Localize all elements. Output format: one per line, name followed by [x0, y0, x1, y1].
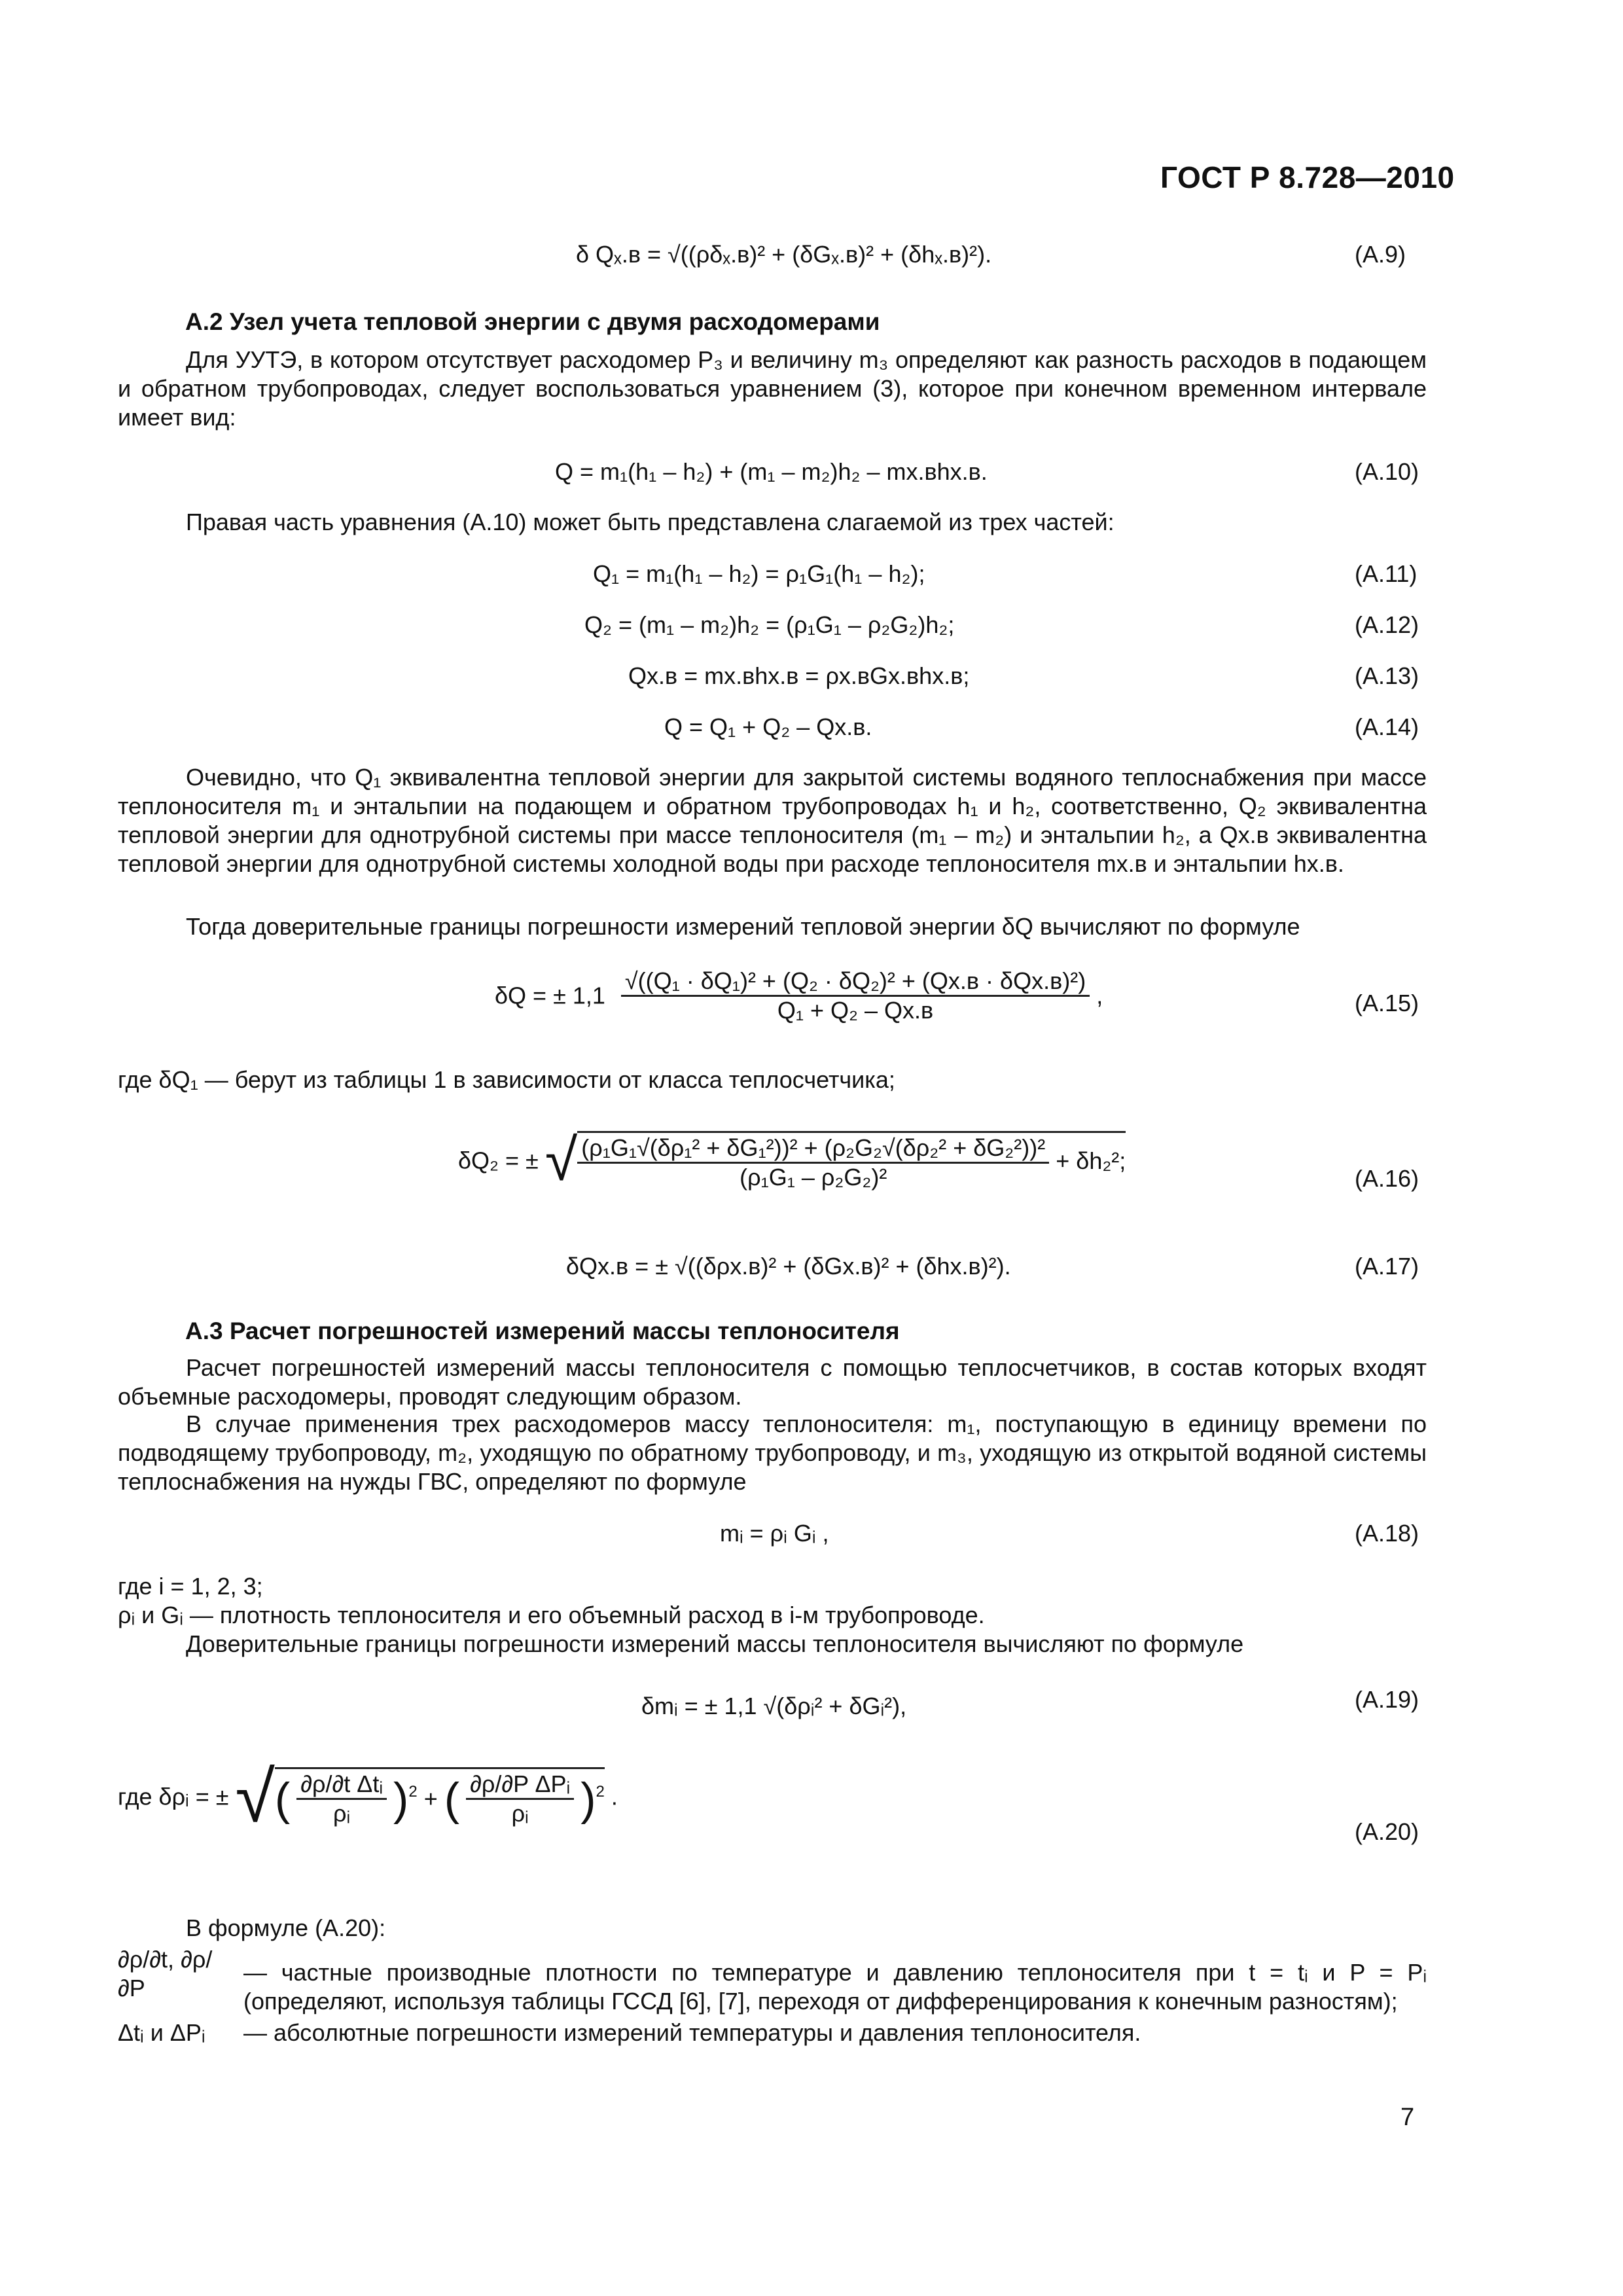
formula-a20-term2-denominator: ρᵢ — [511, 1799, 529, 1827]
formula-a14: Q = Q₁ + Q₂ – Qх.в. — [664, 713, 872, 740]
formula-a16-fraction — [577, 1134, 1049, 1191]
delta-symbols: Δtᵢ и ΔPᵢ — [118, 2019, 205, 2046]
section-title-a3: А.3 Расчет погрешностей измерений массы теплоносителя — [185, 1318, 900, 1344]
formula-number-a16: (А.16) — [1355, 1165, 1419, 1192]
formula-a16-left: δQ₂ = ± — [458, 1147, 539, 1174]
section-title-a2: А.2 Узел учета тепловой энергии с двумя расходомерами — [185, 308, 880, 335]
paragraph-9: ρᵢ и Gᵢ — плотность теплоносителя и его объемный расход в i-м трубопроводе. — [118, 1602, 985, 1628]
document-header: ГОСТ Р 8.728—2010 — [1160, 160, 1455, 194]
paragraph-13: — абсолютные погрешности измерений температуры и давления теплоносителя. — [243, 2019, 1141, 2046]
formula-number-a18: (А.18) — [1355, 1520, 1419, 1547]
formula-number-a19: (А.19) — [1355, 1686, 1419, 1713]
paragraph-2: Правая часть уравнения (А.10) может быть представлена слагаемой из трех частей: — [186, 509, 1115, 535]
formula-number-a9: (А.9) — [1355, 241, 1406, 268]
formula-a15: δQ = ± 1,1 $\frac{\text{√((Q₁ · δQ₁)² + (Q₂ · δQ₂)² + (Qх.в · δQх.в)²)}}{\text{Q₁ + Q₂ – Qх.в}}$ , — [495, 967, 1103, 1024]
paragraph-1: Для УУТЭ, в котором отсутствует расходомер Р₃ и величину m₃ определяют как разность расходов в подающем и обратном трубопроводах, следует воспользоваться уравнением (3), которое при конечном временном интервале имеет вид: — [118, 346, 1427, 431]
paragraph-5: где δQ₁ — берут из таблицы 1 в зависимости от класса теплосчетчика; — [118, 1066, 895, 1093]
formula-a19: δmᵢ = ± 1,1 √(δρᵢ² + δGᵢ²), — [641, 1693, 907, 1719]
formula-a9: δ Qₓ.в = √((ρδₓ.в)² + (δGₓ.в)² + (δhₓ.в)²). — [576, 241, 992, 268]
formula-a18: mᵢ = ρᵢ Gᵢ , — [720, 1520, 829, 1547]
formula-a16-tail: + δh₂²; — [1056, 1147, 1126, 1174]
paragraph-6: Расчет погрешностей измерений массы теплоносителя с помощью теплосчетчиков, в состав которых входят объемные расходомеры, проводят следующим образом. — [118, 1354, 1427, 1410]
formula-number-a10: (А.10) — [1355, 458, 1419, 485]
formula-a11: Q₁ = m₁(h₁ – h₂) = ρ₁G₁(h₁ – h₂); — [593, 560, 925, 587]
formula-number-a15: (А.15) — [1355, 990, 1419, 1016]
formula-number-a12: (А.12) — [1355, 611, 1419, 638]
formula-number-a14: (А.14) — [1355, 713, 1419, 740]
paragraph-4: Тогда доверительные границы погрешности измерений тепловой энергии δQ вычисляют по формуле — [186, 913, 1300, 940]
formula-a15-fraction — [621, 967, 1090, 1024]
paragraph-11: В формуле (А.20): — [186, 1914, 386, 1941]
formula-a17: δQх.в = ± √((δρх.в)² + (δGх.в)² + (δhх.в)²). — [566, 1253, 1011, 1280]
formula-a20-term1 — [296, 1770, 387, 1827]
derivative-symbols: ∂ρ/∂t, ∂ρ/∂P — [118, 1946, 213, 2001]
formula-number-a17: (А.17) — [1355, 1253, 1419, 1280]
formula-a20: где δρᵢ = ± √( $\frac{\text{∂ρ/∂t Δtᵢ}}{\text{ρᵢ}}$ )$^2$ + ( $\frac{\text{∂ρ/∂P ΔPᵢ}}{\text{ρᵢ}}$ )$^2$ . — [118, 1757, 618, 1837]
formula-a15-left: δQ = ± 1,1 — [495, 982, 605, 1009]
formula-number-a20: (А.20) — [1355, 1818, 1419, 1845]
formula-a16-denominator: (ρ₁G₁ – ρ₂G₂)² — [740, 1163, 887, 1191]
formula-a12: Q₂ = (m₁ – m₂)h₂ = (ρ₁G₁ – ρ₂G₂)h₂; — [584, 611, 955, 638]
paragraph-3: Очевидно, что Q₁ эквивалентна тепловой энергии для закрытой системы водяного теплоснабжения при массе теплоносителя m₁ и энтальпии на подающем и обратном трубопроводах h₁ и h₂, соответственно, Q₂ эквивалентна тепловой энергии для однотрубной системы при массе теплоносителя (m₁ – m₂) и энтальпии h₂, а Qх.в эквивалентна тепловой энергии для однотрубной системы холодной воды при расходе теплоносителя mх.в и энтальпии hх.в. — [118, 764, 1427, 877]
formula-a13: Qх.в = mх.вhх.в = ρх.вGх.вhх.в; — [628, 662, 970, 689]
formula-a20-term2 — [466, 1770, 574, 1827]
formula-a20-term1-denominator: ρᵢ — [333, 1799, 351, 1827]
paragraph-10: Доверительные границы погрешности измерений массы теплоносителя вычисляют по формуле — [186, 1630, 1244, 1657]
paragraph-12: — частные производные плотности по температуре и давлению теплоносителя при t = tᵢ и P = Pᵢ (определяют, используя таблицы ГССД [6], [7], переходя от дифференцирования к конечным разностям); — [243, 1959, 1427, 2015]
formula-a20-term2-numerator: ∂ρ/∂P ΔPᵢ — [466, 1770, 574, 1800]
formula-number-a13: (А.13) — [1355, 662, 1419, 689]
paragraph-7: В случае применения трех расходомеров массу теплоносителя: m₁, поступающую в единицу времени по подводящему трубопроводу, m₂, уходящую по обратному трубопроводу, и m₃, уходящую из открытой водяной системы теплоснабжения на нужды ГВС, определяют по формуле — [118, 1410, 1427, 1495]
formula-a15-numerator: √((Q₁ · δQ₁)² + (Q₂ · δQ₂)² + (Qх.в · δQх.в)²) — [621, 967, 1090, 997]
formula-a15-denominator: Q₁ + Q₂ – Qх.в — [777, 997, 934, 1024]
page-number: 7 — [1400, 2104, 1415, 2131]
formula-a16-numerator: (ρ₁G₁√(δρ₁² + δG₁²))² + (ρ₂G₂√(δρ₂² + δG₂²))² — [577, 1134, 1049, 1164]
formula-a16: δQ₂ = ± √ $\frac{\text{(ρ₁G₁√(δρ₁² + δG₁²))² + (ρ₂G₂√(δρ₂² + δG₂²))²}}{\text{(ρ₁G₁ – ρ₂G₂)²}}$ + δh₂²; — [458, 1128, 1126, 1193]
formula-a20-term1-numerator: ∂ρ/∂t Δtᵢ — [296, 1770, 387, 1800]
formula-number-a11: (А.11) — [1355, 560, 1418, 587]
formula-a20-left: где δρᵢ = ± — [118, 1783, 229, 1810]
paragraph-8: где i = 1, 2, 3; — [118, 1573, 263, 1600]
formula-a10: Q = m₁(h₁ – h₂) + (m₁ – m₂)h₂ – mх.вhх.в. — [555, 458, 988, 485]
